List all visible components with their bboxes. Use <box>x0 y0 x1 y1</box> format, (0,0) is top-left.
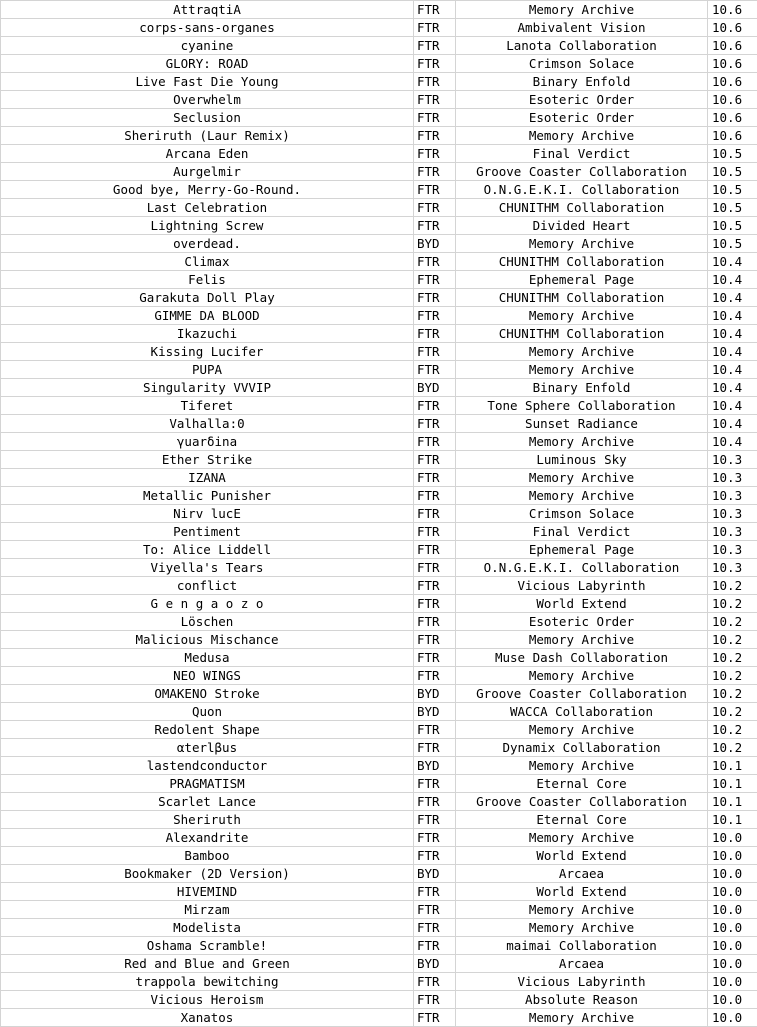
chart-constant-cell[interactable]: 10.3 <box>708 523 757 541</box>
pack-cell[interactable]: Eternal Core <box>456 775 708 793</box>
table-body <box>1 1 757 1027</box>
song-title-cell[interactable]: Ikazuchi <box>1 325 414 343</box>
chart-constant-cell[interactable]: 10.2 <box>708 739 757 757</box>
table-row <box>1 937 757 955</box>
pack-cell[interactable]: Final Verdict <box>456 145 708 163</box>
difficulty-cell[interactable]: FTR <box>414 1009 456 1027</box>
table-row <box>1 91 757 109</box>
song-title-cell[interactable]: G e n g a o z o <box>1 595 414 613</box>
difficulty-cell[interactable]: FTR <box>414 343 456 361</box>
chart-constant-cell[interactable]: 10.0 <box>708 1009 757 1027</box>
pack-cell[interactable]: Crimson Solace <box>456 505 708 523</box>
chart-constant-cell[interactable]: 10.4 <box>708 271 757 289</box>
song-title-cell[interactable]: Lightning Screw <box>1 217 414 235</box>
song-title-cell[interactable]: Red and Blue and Green <box>1 955 414 973</box>
table-row <box>1 1009 757 1027</box>
chart-constant-cell[interactable]: 10.4 <box>708 325 757 343</box>
difficulty-cell[interactable]: FTR <box>414 811 456 829</box>
chart-constant-cell[interactable]: 10.4 <box>708 253 757 271</box>
song-title-cell[interactable]: GLORY: ROAD <box>1 55 414 73</box>
table-row <box>1 163 757 181</box>
pack-cell[interactable]: Final Verdict <box>456 523 708 541</box>
table-row <box>1 973 757 991</box>
pack-cell[interactable]: Memory Archive <box>456 757 708 775</box>
chart-constant-cell[interactable]: 10.2 <box>708 667 757 685</box>
song-title-cell[interactable]: Ether Strike <box>1 451 414 469</box>
difficulty-cell[interactable]: FTR <box>414 595 456 613</box>
song-title-cell[interactable]: Xanatos <box>1 1009 414 1027</box>
table-row <box>1 919 757 937</box>
song-title-cell[interactable]: AttraqtiA <box>1 1 414 19</box>
chart-constant-cell[interactable]: 10.6 <box>708 73 757 91</box>
table-row <box>1 181 757 199</box>
song-title-cell[interactable]: Redolent Shape <box>1 721 414 739</box>
difficulty-cell[interactable]: FTR <box>414 901 456 919</box>
difficulty-cell[interactable]: FTR <box>414 37 456 55</box>
song-title-cell[interactable]: PUPA <box>1 361 414 379</box>
difficulty-cell[interactable]: FTR <box>414 91 456 109</box>
table-row <box>1 289 757 307</box>
difficulty-cell[interactable]: FTR <box>414 271 456 289</box>
table-row <box>1 991 757 1009</box>
pack-cell[interactable]: Ephemeral Page <box>456 271 708 289</box>
chart-constant-cell[interactable]: 10.6 <box>708 91 757 109</box>
difficulty-cell[interactable]: FTR <box>414 883 456 901</box>
chart-constant-cell[interactable]: 10.0 <box>708 955 757 973</box>
chart-constant-cell[interactable]: 10.3 <box>708 451 757 469</box>
difficulty-cell[interactable]: FTR <box>414 577 456 595</box>
chart-constant-cell[interactable]: 10.6 <box>708 109 757 127</box>
table-row <box>1 901 757 919</box>
difficulty-cell[interactable]: FTR <box>414 847 456 865</box>
song-title-cell[interactable]: Bamboo <box>1 847 414 865</box>
pack-cell[interactable]: Luminous Sky <box>456 451 708 469</box>
pack-cell[interactable]: CHUNITHM Collaboration <box>456 199 708 217</box>
difficulty-cell[interactable]: FTR <box>414 793 456 811</box>
song-title-cell[interactable]: HIVEMIND <box>1 883 414 901</box>
chart-constant-cell[interactable]: 10.6 <box>708 127 757 145</box>
song-title-cell[interactable]: PRAGMATISM <box>1 775 414 793</box>
chart-constant-cell[interactable]: 10.6 <box>708 1 757 19</box>
song-title-cell[interactable]: Metallic Punisher <box>1 487 414 505</box>
pack-cell[interactable]: Ambivalent Vision <box>456 19 708 37</box>
chart-constant-cell[interactable]: 10.5 <box>708 145 757 163</box>
difficulty-cell[interactable]: FTR <box>414 523 456 541</box>
chart-constant-cell[interactable]: 10.2 <box>708 631 757 649</box>
pack-cell[interactable]: World Extend <box>456 595 708 613</box>
pack-cell[interactable]: Memory Archive <box>456 667 708 685</box>
chart-constant-cell[interactable]: 10.2 <box>708 577 757 595</box>
pack-cell[interactable]: Ephemeral Page <box>456 541 708 559</box>
song-title-cell[interactable]: Garakuta Doll Play <box>1 289 414 307</box>
chart-constant-cell[interactable]: 10.0 <box>708 865 757 883</box>
chart-constant-cell[interactable]: 10.4 <box>708 415 757 433</box>
chart-constant-cell[interactable]: 10.2 <box>708 721 757 739</box>
table-row <box>1 271 757 289</box>
table-row <box>1 109 757 127</box>
chart-constant-cell[interactable]: 10.0 <box>708 991 757 1009</box>
table-row <box>1 37 757 55</box>
song-title-cell[interactable]: Good bye, Merry-Go-Round. <box>1 181 414 199</box>
chart-constant-cell[interactable]: 10.1 <box>708 757 757 775</box>
pack-cell[interactable]: Eternal Core <box>456 811 708 829</box>
chart-constant-cell[interactable]: 10.1 <box>708 775 757 793</box>
difficulty-cell[interactable]: FTR <box>414 613 456 631</box>
difficulty-cell[interactable]: FTR <box>414 109 456 127</box>
pack-cell[interactable]: Esoteric Order <box>456 91 708 109</box>
pack-cell[interactable]: Memory Archive <box>456 829 708 847</box>
table-row <box>1 667 757 685</box>
difficulty-cell[interactable]: FTR <box>414 217 456 235</box>
table-row <box>1 1 757 19</box>
pack-cell[interactable]: Crimson Solace <box>456 55 708 73</box>
chart-constant-cell[interactable]: 10.5 <box>708 235 757 253</box>
chart-constant-cell[interactable]: 10.5 <box>708 163 757 181</box>
difficulty-cell[interactable]: FTR <box>414 667 456 685</box>
table-row <box>1 739 757 757</box>
song-title-cell[interactable]: Modelista <box>1 919 414 937</box>
table-row <box>1 487 757 505</box>
difficulty-cell[interactable]: FTR <box>414 505 456 523</box>
difficulty-cell[interactable]: FTR <box>414 73 456 91</box>
pack-cell[interactable]: Memory Archive <box>456 901 708 919</box>
difficulty-cell[interactable]: FTR <box>414 451 456 469</box>
table-row <box>1 613 757 631</box>
song-title-cell[interactable]: Scarlet Lance <box>1 793 414 811</box>
chart-constant-cell[interactable]: 10.2 <box>708 595 757 613</box>
difficulty-cell[interactable]: FTR <box>414 55 456 73</box>
chart-constant-cell[interactable]: 10.6 <box>708 37 757 55</box>
chart-constant-cell[interactable]: 10.1 <box>708 793 757 811</box>
chart-constant-cell[interactable]: 10.4 <box>708 289 757 307</box>
difficulty-cell[interactable]: FTR <box>414 721 456 739</box>
song-title-cell[interactable]: Nirv lucE <box>1 505 414 523</box>
pack-cell[interactable]: Esoteric Order <box>456 613 708 631</box>
chart-constant-cell[interactable]: 10.2 <box>708 703 757 721</box>
difficulty-cell[interactable]: BYD <box>414 235 456 253</box>
table-row <box>1 235 757 253</box>
chart-constant-cell[interactable]: 10.1 <box>708 811 757 829</box>
table-row <box>1 325 757 343</box>
pack-cell[interactable]: CHUNITHM Collaboration <box>456 289 708 307</box>
table-row <box>1 757 757 775</box>
difficulty-cell[interactable]: FTR <box>414 145 456 163</box>
pack-cell[interactable]: Divided Heart <box>456 217 708 235</box>
difficulty-cell[interactable]: FTR <box>414 163 456 181</box>
table-row <box>1 775 757 793</box>
difficulty-cell[interactable]: FTR <box>414 739 456 757</box>
song-title-cell[interactable]: Viyella's Tears <box>1 559 414 577</box>
difficulty-cell[interactable]: BYD <box>414 703 456 721</box>
song-title-cell[interactable]: Medusa <box>1 649 414 667</box>
pack-cell[interactable]: World Extend <box>456 883 708 901</box>
pack-cell[interactable]: Absolute Reason <box>456 991 708 1009</box>
song-title-cell[interactable]: Aurgelmir <box>1 163 414 181</box>
difficulty-cell[interactable]: BYD <box>414 757 456 775</box>
difficulty-cell[interactable]: FTR <box>414 127 456 145</box>
song-title-cell[interactable]: Tiferet <box>1 397 414 415</box>
pack-cell[interactable]: Muse Dash Collaboration <box>456 649 708 667</box>
table-row <box>1 307 757 325</box>
table-row <box>1 361 757 379</box>
table-row <box>1 793 757 811</box>
difficulty-cell[interactable]: FTR <box>414 919 456 937</box>
song-title-cell[interactable]: overdead. <box>1 235 414 253</box>
song-title-cell[interactable]: Quon <box>1 703 414 721</box>
pack-cell[interactable]: Sunset Radiance <box>456 415 708 433</box>
song-title-cell[interactable]: Singularity VVVIP <box>1 379 414 397</box>
song-title-cell[interactable]: Last Celebration <box>1 199 414 217</box>
difficulty-cell[interactable]: FTR <box>414 559 456 577</box>
difficulty-cell[interactable]: BYD <box>414 379 456 397</box>
table-row <box>1 505 757 523</box>
difficulty-cell[interactable]: FTR <box>414 307 456 325</box>
pack-cell[interactable]: WACCA Collaboration <box>456 703 708 721</box>
table-row <box>1 451 757 469</box>
table-row <box>1 55 757 73</box>
table-row <box>1 685 757 703</box>
song-title-cell[interactable]: Malicious Mischance <box>1 631 414 649</box>
song-title-cell[interactable]: Alexandrite <box>1 829 414 847</box>
chart-constant-cell[interactable]: 10.0 <box>708 919 757 937</box>
table-row <box>1 883 757 901</box>
song-title-cell[interactable]: GIMME DA BLOOD <box>1 307 414 325</box>
pack-cell[interactable]: Arcaea <box>456 955 708 973</box>
table-row <box>1 145 757 163</box>
song-title-cell[interactable]: Felis <box>1 271 414 289</box>
pack-cell[interactable]: Memory Archive <box>456 721 708 739</box>
chart-constant-cell[interactable]: 10.3 <box>708 559 757 577</box>
chart-constant-cell[interactable]: 10.5 <box>708 217 757 235</box>
chart-constant-cell[interactable]: 10.6 <box>708 55 757 73</box>
difficulty-cell[interactable]: FTR <box>414 325 456 343</box>
table-row <box>1 469 757 487</box>
pack-cell[interactable]: Arcaea <box>456 865 708 883</box>
song-title-cell[interactable]: Arcana Eden <box>1 145 414 163</box>
chart-constant-cell[interactable]: 10.4 <box>708 433 757 451</box>
chart-constant-cell[interactable]: 10.4 <box>708 361 757 379</box>
difficulty-cell[interactable]: FTR <box>414 649 456 667</box>
table-row <box>1 595 757 613</box>
chart-constant-cell[interactable]: 10.3 <box>708 469 757 487</box>
table-row <box>1 955 757 973</box>
difficulty-cell[interactable]: FTR <box>414 991 456 1009</box>
song-title-cell[interactable]: Valhalla:0 <box>1 415 414 433</box>
table-row <box>1 829 757 847</box>
pack-cell[interactable]: Memory Archive <box>456 1 708 19</box>
chart-constant-cell[interactable]: 10.4 <box>708 397 757 415</box>
difficulty-cell[interactable]: FTR <box>414 469 456 487</box>
song-title-cell[interactable]: Sheriruth <box>1 811 414 829</box>
table-row <box>1 127 757 145</box>
difficulty-cell[interactable]: FTR <box>414 181 456 199</box>
song-title-cell[interactable]: Pentiment <box>1 523 414 541</box>
pack-cell[interactable]: World Extend <box>456 847 708 865</box>
chart-constant-cell[interactable]: 10.3 <box>708 505 757 523</box>
table-row <box>1 73 757 91</box>
song-title-cell[interactable]: OMAKENO Stroke <box>1 685 414 703</box>
song-title-cell[interactable]: Löschen <box>1 613 414 631</box>
table-row <box>1 541 757 559</box>
difficulty-cell[interactable]: FTR <box>414 397 456 415</box>
chart-constant-cell[interactable]: 10.6 <box>708 19 757 37</box>
difficulty-cell[interactable]: FTR <box>414 541 456 559</box>
table-row <box>1 415 757 433</box>
pack-cell[interactable]: Binary Enfold <box>456 73 708 91</box>
pack-cell[interactable]: Memory Archive <box>456 127 708 145</box>
song-title-cell[interactable]: Live Fast Die Young <box>1 73 414 91</box>
pack-cell[interactable]: Tone Sphere Collaboration <box>456 397 708 415</box>
difficulty-cell[interactable]: FTR <box>414 433 456 451</box>
pack-cell[interactable]: Groove Coaster Collaboration <box>456 685 708 703</box>
chart-constant-cell[interactable]: 10.0 <box>708 973 757 991</box>
chart-constant-cell[interactable]: 10.0 <box>708 847 757 865</box>
pack-cell[interactable]: Lanota Collaboration <box>456 37 708 55</box>
pack-cell[interactable]: Dynamix Collaboration <box>456 739 708 757</box>
song-title-cell[interactable]: trappola bewitching <box>1 973 414 991</box>
table-row <box>1 703 757 721</box>
table-row <box>1 217 757 235</box>
song-title-cell[interactable]: γuarδina <box>1 433 414 451</box>
song-title-cell[interactable]: Sheriruth (Laur Remix) <box>1 127 414 145</box>
song-title-cell[interactable]: NEO WINGS <box>1 667 414 685</box>
song-title-cell[interactable]: cyanine <box>1 37 414 55</box>
pack-cell[interactable]: Memory Archive <box>456 631 708 649</box>
difficulty-cell[interactable]: FTR <box>414 487 456 505</box>
chart-constant-cell[interactable]: 10.2 <box>708 613 757 631</box>
song-title-cell[interactable]: Kissing Lucifer <box>1 343 414 361</box>
difficulty-cell[interactable]: FTR <box>414 937 456 955</box>
song-title-cell[interactable]: lastendconductor <box>1 757 414 775</box>
song-title-cell[interactable]: Oshama Scramble! <box>1 937 414 955</box>
table-row <box>1 433 757 451</box>
chart-constant-cell[interactable]: 10.4 <box>708 343 757 361</box>
song-title-cell[interactable]: corps-sans-organes <box>1 19 414 37</box>
table-row <box>1 397 757 415</box>
chart-constant-cell[interactable]: 10.3 <box>708 541 757 559</box>
pack-cell[interactable]: O.N.G.E.K.I. Collaboration <box>456 559 708 577</box>
chart-constant-cell[interactable]: 10.4 <box>708 307 757 325</box>
table-row <box>1 847 757 865</box>
difficulty-cell[interactable]: FTR <box>414 973 456 991</box>
pack-cell[interactable]: Memory Archive <box>456 343 708 361</box>
pack-cell[interactable]: Memory Archive <box>456 469 708 487</box>
pack-cell[interactable]: Memory Archive <box>456 433 708 451</box>
difficulty-cell[interactable]: BYD <box>414 955 456 973</box>
chart-constant-cell[interactable]: 10.5 <box>708 181 757 199</box>
table-row <box>1 577 757 595</box>
chart-constant-cell[interactable]: 10.2 <box>708 685 757 703</box>
song-title-cell[interactable]: IZANA <box>1 469 414 487</box>
pack-cell[interactable]: Memory Archive <box>456 487 708 505</box>
chart-constant-cell[interactable]: 10.0 <box>708 829 757 847</box>
difficulty-cell[interactable]: FTR <box>414 289 456 307</box>
song-title-cell[interactable]: Bookmaker (2D Version) <box>1 865 414 883</box>
table-row <box>1 721 757 739</box>
chart-constant-cell[interactable]: 10.2 <box>708 649 757 667</box>
pack-cell[interactable]: Memory Archive <box>456 919 708 937</box>
song-title-cell[interactable]: αterlβus <box>1 739 414 757</box>
chart-constant-cell[interactable]: 10.5 <box>708 199 757 217</box>
song-title-cell[interactable]: To: Alice Liddell <box>1 541 414 559</box>
pack-cell[interactable]: O.N.G.E.K.I. Collaboration <box>456 181 708 199</box>
song-title-cell[interactable]: Overwhelm <box>1 91 414 109</box>
chart-constant-cell[interactable]: 10.0 <box>708 901 757 919</box>
pack-cell[interactable]: Groove Coaster Collaboration <box>456 163 708 181</box>
chart-constant-cell[interactable]: 10.4 <box>708 379 757 397</box>
chart-constant-cell[interactable]: 10.0 <box>708 937 757 955</box>
table-row <box>1 631 757 649</box>
table-row <box>1 19 757 37</box>
table-row <box>1 649 757 667</box>
difficulty-cell[interactable]: FTR <box>414 829 456 847</box>
chart-constant-cell[interactable]: 10.3 <box>708 487 757 505</box>
table-row <box>1 811 757 829</box>
difficulty-cell[interactable]: FTR <box>414 775 456 793</box>
pack-cell[interactable]: Memory Archive <box>456 235 708 253</box>
pack-cell[interactable]: CHUNITHM Collaboration <box>456 325 708 343</box>
pack-cell[interactable]: Memory Archive <box>456 1009 708 1027</box>
chart-constant-cell[interactable]: 10.0 <box>708 883 757 901</box>
pack-cell[interactable]: maimai Collaboration <box>456 937 708 955</box>
difficulty-cell[interactable]: FTR <box>414 415 456 433</box>
difficulty-cell[interactable]: FTR <box>414 361 456 379</box>
difficulty-cell[interactable]: FTR <box>414 19 456 37</box>
pack-cell[interactable]: Binary Enfold <box>456 379 708 397</box>
table-row <box>1 253 757 271</box>
table-row <box>1 523 757 541</box>
table-row <box>1 865 757 883</box>
pack-cell[interactable]: Groove Coaster Collaboration <box>456 793 708 811</box>
table-row <box>1 199 757 217</box>
difficulty-cell[interactable]: BYD <box>414 865 456 883</box>
difficulty-cell[interactable]: FTR <box>414 199 456 217</box>
pack-cell[interactable]: Memory Archive <box>456 361 708 379</box>
song-title-cell[interactable]: Seclusion <box>1 109 414 127</box>
difficulty-cell[interactable]: FTR <box>414 1 456 19</box>
song-title-cell[interactable]: Vicious Heroism <box>1 991 414 1009</box>
pack-cell[interactable]: Vicious Labyrinth <box>456 577 708 595</box>
pack-cell[interactable]: CHUNITHM Collaboration <box>456 253 708 271</box>
difficulty-cell[interactable]: FTR <box>414 253 456 271</box>
table-row <box>1 559 757 577</box>
table-row <box>1 343 757 361</box>
difficulty-cell[interactable]: BYD <box>414 685 456 703</box>
pack-cell[interactable]: Vicious Labyrinth <box>456 973 708 991</box>
song-title-cell[interactable]: Climax <box>1 253 414 271</box>
difficulty-cell[interactable]: FTR <box>414 631 456 649</box>
song-title-cell[interactable]: Mirzam <box>1 901 414 919</box>
song-title-cell[interactable]: conflict <box>1 577 414 595</box>
pack-cell[interactable]: Memory Archive <box>456 307 708 325</box>
pack-cell[interactable]: Esoteric Order <box>456 109 708 127</box>
table-row <box>1 379 757 397</box>
